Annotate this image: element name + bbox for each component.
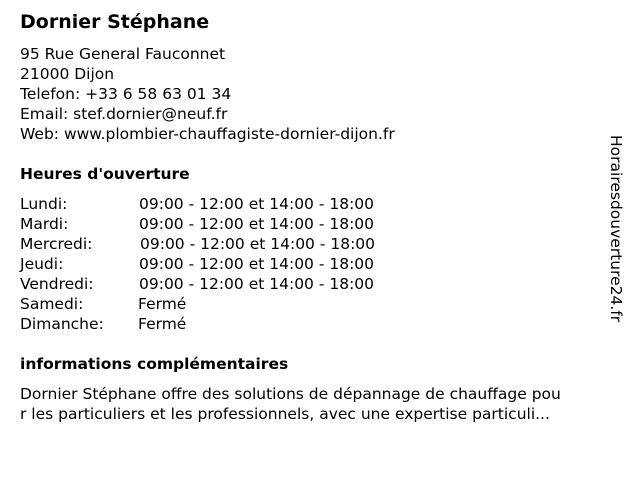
- day-hours: Fermé: [138, 295, 187, 313]
- day-hours: 09:00 - 12:00 et 14:00 - 18:00: [139, 275, 375, 293]
- day-hours: 09:00 - 12:00 et 14:00 - 18:00: [139, 195, 375, 213]
- description-line: r les particuliers et les professionnels, avec une expertise particuli...: [20, 405, 550, 423]
- phone-number[interactable]: Telefon: +33 6 58 63 01 34: [20, 85, 232, 103]
- day-label: Vendredi:: [20, 275, 94, 293]
- business-name: Dornier Stéphane: [20, 11, 210, 33]
- day-hours: 09:00 - 12:00 et 14:00 - 18:00: [139, 255, 375, 273]
- website-link[interactable]: Web: www.plombier-chauffagiste-dornier-dijon.fr: [20, 125, 395, 143]
- additional-info-heading: informations complémentaires: [20, 355, 289, 373]
- opening-hours-heading: Heures d'ouverture: [20, 165, 190, 183]
- address-city: 21000 Dijon: [20, 65, 115, 83]
- business-description: [20, 384, 620, 424]
- day-hours: 09:00 - 12:00 et 14:00 - 18:00: [140, 235, 376, 253]
- contact-block: [20, 44, 395, 144]
- address-street: 95 Rue General Fauconnet: [20, 45, 226, 63]
- day-label: Mercredi:: [20, 235, 93, 253]
- description-line: Dornier Stéphane offre des solutions de dépannage de chauffage pou: [20, 385, 561, 403]
- day-label: Samedi:: [20, 295, 84, 313]
- day-label: Jeudi:: [20, 255, 64, 273]
- watermark-text: Horairesdouverture24.fr: [607, 135, 625, 323]
- day-label: Mardi:: [20, 215, 69, 233]
- day-label: Dimanche:: [20, 315, 104, 333]
- day-hours: Fermé: [138, 315, 187, 333]
- day-label: Lundi:: [20, 195, 68, 213]
- day-hours: 09:00 - 12:00 et 14:00 - 18:00: [139, 215, 375, 233]
- email-address[interactable]: Email: stef.dornier@neuf.fr: [20, 105, 228, 123]
